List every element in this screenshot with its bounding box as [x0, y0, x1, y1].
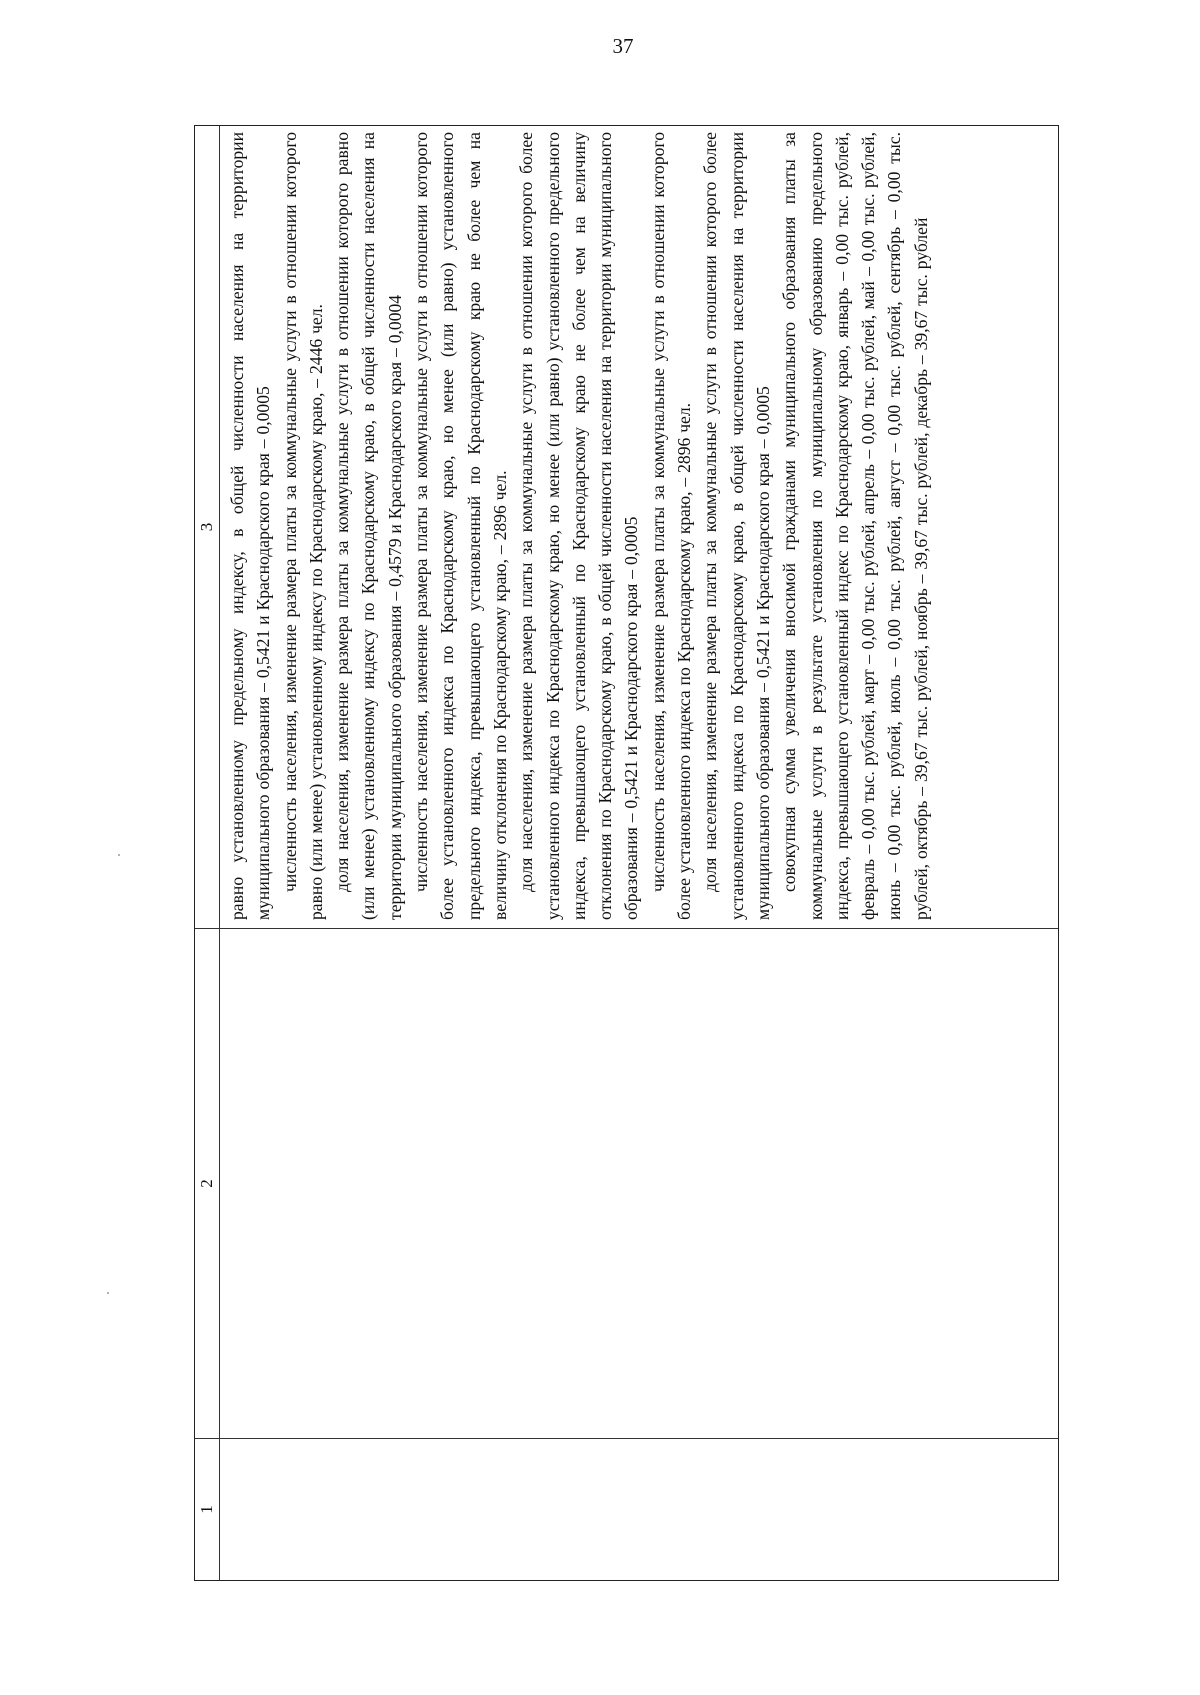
paragraph: совокупная сумма увеличения вносимой гражданами муниципального образования платы за коммунальные услуги в результате установления по муниципальному образованию предельного индекса, превышающего установленный индекс по Краснодарскому краю, январь – 0,00 тыс. рублей, февраль – 0,00 тыс. рублей, март – 0,00 тыс. рублей, апрель – 0,00 тыс. рублей, май – 0,00 тыс. рублей, июнь – 0,00 тыс. рублей, июль – 0,00 тыс. рублей, август – 0,00 тыс. рублей, сентябрь – 0,00 тыс. рублей, октябрь – 39,67 тыс. рублей, ноябрь – 39,67 тыс. рублей, декабрь – 39,67 тыс. рублей	[779, 132, 931, 920]
paragraph: доля населения, изменение размера платы за коммунальные услуги в отношении которого более установленного индекса по Краснодарскому краю, в общей численности населения на территории муниципального образования – 0,5421 и Краснодарского края – 0,0005	[700, 132, 773, 920]
column-header-1: 1	[195, 1438, 220, 1580]
paragraph: доля населения, изменение размера платы за коммунальные услуги в отношении которого более установленного индекса по Краснодарскому краю, но менее (или равно) установленного предельного индекса, превышающего установленный по Краснодарскому краю не более чем на величину отклонения по Краснодарскому краю, в общей численности населения на территории муниципального образования – 0,5421 и Краснодарского края – 0,0005	[516, 132, 642, 920]
column-2-cell	[220, 928, 1058, 1438]
paragraph: численность населения, изменение размера платы за коммунальные услуги в отношении которого более установленного индекса по Краснодарскому краю, – 2896 чел.	[647, 132, 695, 920]
column-3-cell	[220, 126, 1058, 928]
column-1-cell	[220, 1438, 1058, 1580]
paragraph: численность населения, изменение размера платы за коммунальные услуги в отношении которого равно (или менее) установленному индексу по Краснодарскому краю, – 2446 чел.	[279, 132, 326, 920]
paragraph: равно установленному предельному индексу, в общей численности населения на территории муниципального образования – 0,5421 и Краснодарского края – 0,0005	[227, 132, 274, 920]
paragraph: доля населения, изменение размера платы за коммунальные услуги в отношении которого равно (или менее) установленному индексу по Краснодарскому краю, в общей численности населения на территории муниципального образования – 0,4579 и Краснодарского края – 0,0004	[332, 132, 405, 920]
scan-speck	[107, 1292, 109, 1294]
paragraph: численность населения, изменение размера платы за коммунальные услуги в отношении которого более установленного индекса по Краснодарскому краю, но менее (или равно) установленного предельного индекса, превышающего установленный по Краснодарскому краю не более чем на величину отклонения по Краснодарскому краю, – 2896 чел.	[411, 132, 510, 920]
column-header-3: 3	[195, 126, 220, 928]
scan-speck	[118, 854, 120, 856]
table-frame	[194, 125, 1059, 1581]
column-header-2: 2	[195, 928, 220, 1438]
page-number: 37	[612, 34, 634, 58]
data-table	[194, 125, 1059, 1581]
